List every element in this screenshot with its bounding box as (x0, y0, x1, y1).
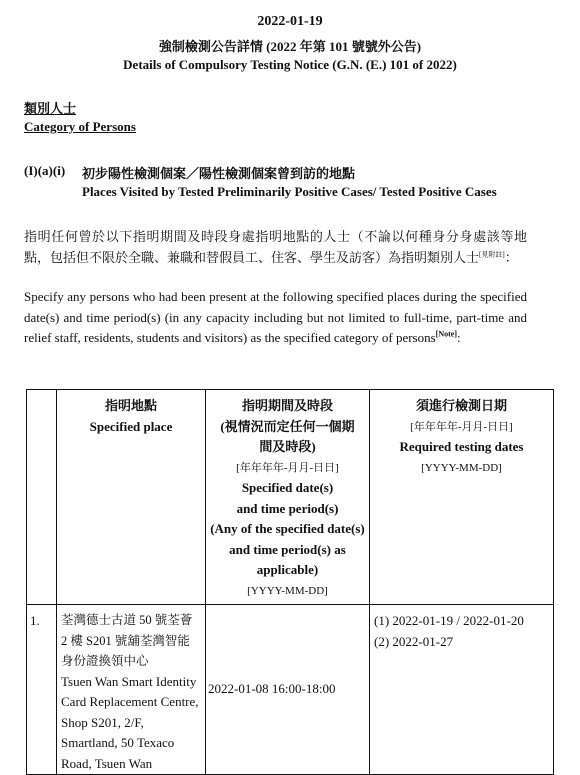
notice-title-en: Details of Compulsory Testing Notice (G.N. (E.) 101 of 2022) (123, 57, 457, 72)
section-title-en: Places Visited by Tested Preliminarily Positive Cases/ Tested Positive Cases (82, 184, 497, 199)
header-period-en-format: [YYYY-MM-DD] (247, 584, 328, 597)
header-place-cell (57, 390, 206, 605)
row-place-en: Tsuen Wan Smart Identity Card Replacement Centre, Shop S201, 2/F, Smartland, 50 Texaco Road, Tsuen Wan (61, 673, 199, 771)
notice-title-zh: 強制檢測公告詳情 (2022 年第 101 號號外公告) (158, 39, 422, 54)
header-period-zh: 指明期間及時段 (241, 398, 333, 413)
table-header-row (27, 390, 554, 605)
paragraph-en-end: : (457, 330, 461, 345)
category-heading-zh: 類別人士 (24, 101, 77, 116)
section-number: (I)(a)(i) (24, 163, 66, 178)
header-period-zh-note: (視情況而定任何一個期間及時段) (220, 418, 355, 454)
header-place-en: Specified place (89, 418, 173, 434)
row-required-date-1: (1) 2022-01-19 / 2022-01-20 (374, 613, 524, 628)
notice-date: 2022-01-19 (257, 14, 323, 29)
paragraph-zh-text: 指明任何曾於以下指明期間及時段身處指明地點的人士（不論以何種身分身處該等地點，包括但不限於全職、兼職和替假員工、住客、學生及訪客）為指明類別人士 (24, 229, 527, 265)
places-table (26, 389, 554, 775)
section-title-zh: 初步陽性檢測個案／陽性檢測個案曾到訪的地點 (82, 166, 356, 181)
paragraph-en-text: Specify any persons who had been present at the following specified places during the specified date(s) and time period(s) (in any capacity including but not limited to full-time, part-time and relief staff, residents, students and visitors) as the specified category of persons (24, 289, 527, 345)
row-required-cell (370, 605, 554, 775)
row-place-zh: 荃灣德士古道 50 號荃薈 2 樓 S201 號舖荃灣智能身份證換領中心 (61, 613, 193, 668)
row-number: 1. (27, 605, 57, 775)
row-period: 2022-01-08 16:00-18:00 (206, 605, 370, 775)
table-row (27, 605, 554, 775)
row-required-date-2: (2) 2022-01-27 (374, 633, 454, 649)
header-period-en-2: and time period(s) (236, 500, 339, 516)
specification-paragraph-en (24, 287, 527, 349)
note-reference-en: [Note] (435, 329, 457, 339)
header-place-zh: 指明地點 (104, 398, 157, 413)
header-period-en-1: Specified date(s) (241, 480, 334, 495)
header-period-cell (206, 390, 370, 605)
header-period-en-note: (Any of the specified date(s) and time period(s) as applicable) (210, 521, 365, 577)
header-number-cell (27, 390, 57, 605)
note-reference-zh: [見附註] (479, 250, 505, 259)
row-place-cell (57, 605, 206, 775)
header-required-en: Required testing dates (399, 439, 524, 454)
header-required-cell (370, 390, 554, 605)
category-heading-en: Category of Persons (24, 119, 136, 134)
paragraph-zh-end: ： (504, 250, 518, 265)
header-required-zh-format: [年年年年-月月-日日] (410, 420, 513, 433)
header-required-en-format: [YYYY-MM-DD] (421, 461, 502, 474)
specification-paragraph-zh (24, 226, 527, 268)
header-period-zh-format: [年年年年-月月-日日] (236, 461, 339, 474)
header-required-zh: 須進行檢測日期 (415, 398, 507, 413)
